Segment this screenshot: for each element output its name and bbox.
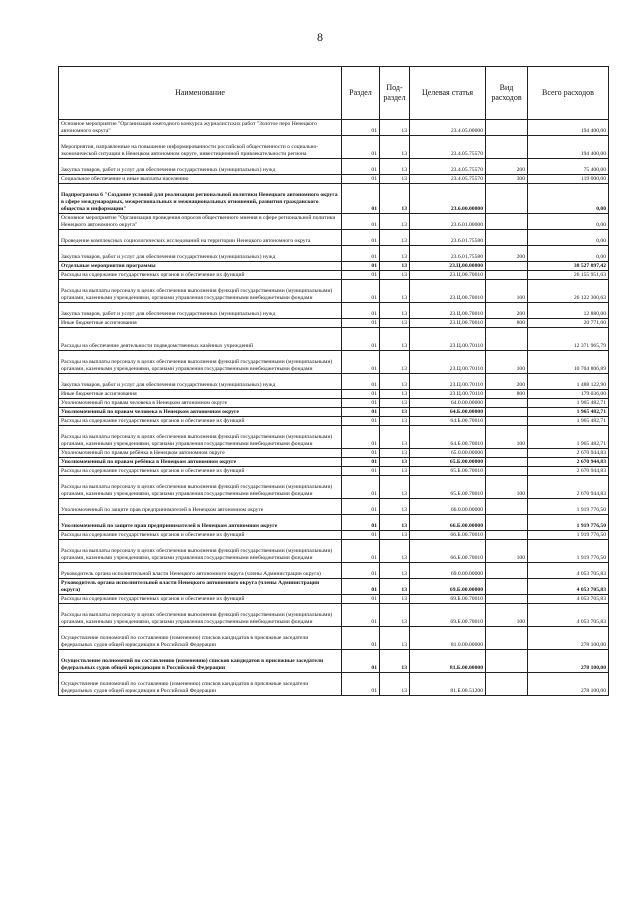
cell-section: 01 [342,390,380,399]
cell-name: Закупка товаров, работ и услуг для обеспечения государственных (муниципальных) нужд [59,159,342,175]
cell-subsection: 13 [380,271,410,280]
cell-kind [486,136,528,159]
cell-subsection: 13 [380,499,410,515]
header-name: Наименование [59,67,342,120]
cell-name: Осуществление полномочий по составлению (изменению) списков кандидатов в присяжные заседатели федеральных судов общей юрисдикции в Российской Федерации [59,673,342,696]
cell-target: 23.Ц.00.70110 [410,390,486,399]
cell-target: 64.Б.00.70010 [410,426,486,449]
cell-subsection: 13 [380,417,410,426]
cell-section: 01 [342,499,380,515]
cell-target: 23.6.01.75580 [410,246,486,262]
cell-name: Расходы на содержание государственных органов и обеспечение их функций [59,271,342,280]
table-row [59,351,609,374]
cell-target: 23.6.01.00000 [410,214,486,230]
table-row [59,136,609,159]
cell-subsection: 13 [380,673,410,696]
cell-name: Уполномоченный по защите прав предпринимателей в Ненецком автономном округе [59,515,342,531]
table-row [59,159,609,175]
cell-name: Осуществление полномочий по составлению (изменению) списков кандидатов в присяжные заседатели федеральных судов общей юрисдикции в Российской Федерации [59,627,342,650]
cell-kind [486,408,528,417]
cell-section: 01 [342,374,380,390]
table-row [59,458,609,467]
cell-kind: 100 [486,351,528,374]
cell-name: Закупка товаров, работ и услуг для обеспечения государственных (муниципальных) нужд [59,303,342,319]
cell-name: Расходы на обеспечение деятельности подведомственных казённых учреждений [59,328,342,351]
table-row [59,499,609,515]
cell-subsection: 13 [380,458,410,467]
cell-subsection: 13 [380,246,410,262]
cell-section: 01 [342,540,380,563]
cell-total: 1 919 776,50 [528,515,609,531]
cell-target: 23.4.05.75570 [410,159,486,175]
table-row [59,476,609,499]
cell-section: 01 [342,563,380,579]
cell-kind [486,499,528,515]
cell-kind: 200 [486,159,528,175]
cell-subsection: 13 [380,262,410,271]
cell-subsection: 13 [380,515,410,531]
cell-section: 01 [342,476,380,499]
cell-kind: 200 [486,246,528,262]
cell-kind [486,650,528,673]
cell-subsection: 13 [380,159,410,175]
cell-subsection: 13 [380,136,410,159]
cell-section: 01 [342,271,380,280]
cell-total: 12 880,00 [528,303,609,319]
cell-section: 01 [342,328,380,351]
cell-kind: 100 [486,426,528,449]
cell-kind [486,579,528,595]
table-header-row [59,67,609,120]
cell-name: Расходы на выплаты персоналу в целях обеспечения выполнения функций государственными (муниципальными) органами, казенными учреждениями, органами управления государственными внебюджетными фондами [59,476,342,499]
cell-kind [486,417,528,426]
cell-name: Основное мероприятие "Организация проведения опросов общественного мнения в сфере региональной политики Ненецкого автономного округа" [59,214,342,230]
table-row [59,214,609,230]
cell-total: 0,00 [528,184,609,214]
cell-subsection: 13 [380,374,410,390]
table-row [59,531,609,540]
cell-section: 01 [342,458,380,467]
cell-subsection: 13 [380,120,410,136]
table-row [59,604,609,627]
cell-subsection: 13 [380,280,410,303]
cell-name: Уполномоченный по правам ребёнка в Ненецком автономном округе [59,449,342,458]
table-row [59,467,609,476]
cell-subsection: 13 [380,230,410,246]
cell-section: 01 [342,673,380,696]
table-row [59,408,609,417]
table-row [59,399,609,408]
cell-name: Уполномоченный по правам человека в Ненецком автономном округе [59,408,342,417]
cell-kind [486,531,528,540]
cell-subsection: 13 [380,563,410,579]
table-row [59,449,609,458]
cell-kind: 100 [486,604,528,627]
cell-total: 194 400,00 [528,120,609,136]
cell-target: 69.Б.00.70010 [410,604,486,627]
cell-name: Расходы на выплаты персоналу в целях обеспечения выполнения функций государственными (муниципальными) органами, казенными учреждениями, органами управления государственными внебюджетными фондами [59,604,342,627]
cell-target: 64.0.00.00000 [410,399,486,408]
cell-name: Мероприятия, направленные на повышение информированности российской общественности о социально-экономической ситуации в Ненецком автономном округе, инвестиционной привлекательности региона [59,136,342,159]
cell-name: Расходы на содержание государственных органов и обеспечение их функций [59,417,342,426]
cell-total: 2 670 944,83 [528,449,609,458]
cell-subsection: 13 [380,579,410,595]
budget-table [58,66,609,696]
cell-section: 01 [342,604,380,627]
cell-target: 23.4.05.75570 [410,175,486,184]
cell-target: 64.Б.00.70010 [410,417,486,426]
cell-name: Осуществление полномочий по составлению (изменению) списков кандидатов в присяжные заседатели федеральных судов общей юрисдикции в Российской Федерации [59,650,342,673]
cell-total: 0,00 [528,230,609,246]
cell-total: 179 036,00 [528,390,609,399]
cell-total: 119 000,00 [528,175,609,184]
cell-kind [486,627,528,650]
cell-section: 01 [342,351,380,374]
header-target: Целевая статья [410,67,486,120]
cell-name: Подпрограмма 6 "Создание условий для реализации региональной политики Ненецкого автономного округа в сфере международных, межрегиональных и межнациональных отношений, развития гражданского общества и информации" [59,184,342,214]
cell-target: 65.Б.00.00000 [410,458,486,467]
cell-name: Закупка товаров, работ и услуг для обеспечения государственных (муниципальных) нужд [59,374,342,390]
cell-target: 23.6.01.75580 [410,230,486,246]
table-row [59,374,609,390]
cell-kind: 200 [486,374,528,390]
cell-subsection: 13 [380,390,410,399]
cell-section: 01 [342,515,380,531]
cell-section: 01 [342,449,380,458]
cell-subsection: 13 [380,467,410,476]
cell-subsection: 13 [380,303,410,319]
cell-subsection: 13 [380,328,410,351]
cell-name: Расходы на содержание государственных органов и обеспечение их функций [59,595,342,604]
cell-section: 01 [342,595,380,604]
cell-target: 23.Ц.00.70010 [410,303,486,319]
cell-subsection: 13 [380,540,410,563]
table-row [59,175,609,184]
cell-kind: 100 [486,540,528,563]
table-row [59,390,609,399]
cell-target: 23.Ц.00.70010 [410,280,486,303]
cell-kind [486,515,528,531]
cell-name: Уполномоченный по защите прав предпринимателей в Ненецком автономном округе [59,499,342,515]
cell-name: Руководитель органа исполнительной власти Ненецкого автономного округа (члены Администрации округа) [59,563,342,579]
cell-name: Руководитель органа исполнительной власти Ненецкого автономного округа (члены Администрации округа) [59,579,342,595]
cell-total: 4 053 705,83 [528,595,609,604]
cell-kind [486,449,528,458]
cell-subsection: 13 [380,426,410,449]
cell-total: 1 965 482,71 [528,417,609,426]
cell-kind: 800 [486,319,528,328]
cell-target: 81.0.00.00000 [410,627,486,650]
cell-kind [486,458,528,467]
cell-section: 01 [342,120,380,136]
table-row [59,515,609,531]
cell-target: 65.Б.00.70010 [410,467,486,476]
cell-subsection: 13 [380,595,410,604]
header-section: Раздел [342,67,380,120]
header-total: Всего расходов [528,67,609,120]
cell-name: Расходы на содержание государственных органов и обеспечение их функций [59,467,342,476]
cell-total: 26 122 300,63 [528,280,609,303]
cell-total: 1 488 122,90 [528,374,609,390]
table-row [59,230,609,246]
cell-kind [486,563,528,579]
cell-name: Расходы на выплаты персоналу в целях обеспечения выполнения функций государственными (муниципальными) органами, казенными учреждениями, органами управления государственными внебюджетными фондами [59,426,342,449]
cell-kind: 800 [486,390,528,399]
header-subsection: Под-раздел [380,67,410,120]
cell-kind: 100 [486,476,528,499]
cell-target: 65.0.00.00000 [410,449,486,458]
cell-kind [486,673,528,696]
cell-section: 01 [342,627,380,650]
cell-total: 4 053 705,83 [528,579,609,595]
cell-kind [486,120,528,136]
table-row [59,627,609,650]
cell-target: 23.4.05.75570 [410,136,486,159]
cell-target: 23.Ц.00.00000 [410,262,486,271]
cell-subsection: 13 [380,476,410,499]
cell-name: Расходы на выплаты персоналу в целях обеспечения выполнения функций государственными (муниципальными) органами, казенными учреждениями, органами управления государственными внебюджетными фондами [59,280,342,303]
cell-target: 64.Б.00.00000 [410,408,486,417]
cell-total: 194 400,00 [528,136,609,159]
cell-name: Уполномоченный по правам человека в Ненецком автономном округе [59,399,342,408]
table-row [59,563,609,579]
cell-section: 01 [342,399,380,408]
table-body [59,120,609,696]
cell-section: 01 [342,319,380,328]
cell-section: 01 [342,650,380,673]
cell-kind [486,328,528,351]
cell-target: 65.Б.00.70010 [410,476,486,499]
cell-section: 01 [342,426,380,449]
table-row [59,319,609,328]
cell-section: 01 [342,230,380,246]
cell-name: Расходы на выплаты персоналу в целях обеспечения выполнения функций государственными (муниципальными) органами, казенными учреждениями, органами управления государственными внебюджетными фондами [59,540,342,563]
cell-target: 66.0.00.00000 [410,499,486,515]
cell-target: 23.Ц.00.70110 [410,328,486,351]
cell-name: Уполномоченный по правам ребёнка в Ненецком автономном округе [59,458,342,467]
cell-target: 69.0.00.00000 [410,563,486,579]
cell-total: 278 100,00 [528,650,609,673]
cell-target: 81.Б.00.00000 [410,650,486,673]
cell-target: 66.Б.00.00000 [410,515,486,531]
cell-subsection: 13 [380,399,410,408]
table-row [59,328,609,351]
table-row [59,650,609,673]
cell-name: Основное мероприятие "Организация ежегодного конкурса журналистских работ "Золотое перо Ненецкого автономного округа" [59,120,342,136]
cell-kind [486,214,528,230]
cell-total: 26 155 951,63 [528,271,609,280]
cell-target: 81.Б.00.51200 [410,673,486,696]
cell-kind: 300 [486,175,528,184]
cell-kind [486,184,528,214]
cell-total: 0,00 [528,214,609,230]
cell-target: 69.Б.00.70010 [410,595,486,604]
table-row [59,184,609,214]
cell-name: Иные бюджетные ассигнования [59,390,342,399]
cell-section: 01 [342,175,380,184]
table-row [59,673,609,696]
table-row [59,271,609,280]
cell-total: 38 527 897,42 [528,262,609,271]
cell-name: Расходы на содержание государственных органов и обеспечение их функций [59,531,342,540]
cell-section: 01 [342,531,380,540]
cell-name: Расходы на выплаты персоналу в целях обеспечения выполнения функций государственными (муниципальными) органами, казенными учреждениями, органами управления государственными внебюджетными фондами [59,351,342,374]
cell-name: Закупка товаров, работ и услуг для обеспечения государственных (муниципальных) нужд [59,246,342,262]
cell-target: 23.6.00.00000 [410,184,486,214]
cell-total: 20 771,00 [528,319,609,328]
cell-subsection: 13 [380,531,410,540]
cell-total: 75 400,00 [528,159,609,175]
cell-total: 2 670 944,83 [528,458,609,467]
cell-name: Отдельные мероприятия программы [59,262,342,271]
cell-total: 12 371 965,79 [528,328,609,351]
cell-section: 01 [342,467,380,476]
cell-total: 10 704 806,89 [528,351,609,374]
cell-section: 01 [342,246,380,262]
cell-total: 278 100,00 [528,673,609,696]
cell-target: 23.Ц.00.70010 [410,271,486,280]
cell-name: Проведение комплексных социологических исследований на территории Ненецкого автономного округа [59,230,342,246]
cell-subsection: 13 [380,214,410,230]
cell-total: 2 670 944,83 [528,476,609,499]
cell-section: 01 [342,280,380,303]
cell-kind [486,595,528,604]
table-row [59,417,609,426]
cell-subsection: 13 [380,319,410,328]
cell-subsection: 13 [380,351,410,374]
cell-subsection: 13 [380,449,410,458]
cell-subsection: 13 [380,650,410,673]
cell-kind [486,271,528,280]
cell-total: 1 919 776,50 [528,540,609,563]
table-row [59,540,609,563]
page-number: 8 [317,30,323,44]
cell-total: 4 053 705,83 [528,563,609,579]
table-row [59,120,609,136]
table-row [59,246,609,262]
cell-kind [486,262,528,271]
cell-target: 66.Б.00.70010 [410,531,486,540]
cell-total: 4 053 705,83 [528,604,609,627]
cell-total: 0,00 [528,246,609,262]
cell-section: 01 [342,159,380,175]
cell-section: 01 [342,303,380,319]
table-row [59,426,609,449]
cell-total: 1 965 482,71 [528,426,609,449]
table-row [59,303,609,319]
cell-section: 01 [342,579,380,595]
table-row [59,579,609,595]
cell-total: 1 919 776,50 [528,499,609,515]
cell-kind: 200 [486,303,528,319]
cell-total: 2 670 944,83 [528,467,609,476]
cell-subsection: 13 [380,184,410,214]
cell-target: 23.Ц.00.70010 [410,319,486,328]
cell-section: 01 [342,184,380,214]
cell-target: 69.Б.00.00000 [410,579,486,595]
cell-kind [486,467,528,476]
table-row [59,280,609,303]
table-row [59,262,609,271]
cell-total: 1 965 482,71 [528,399,609,408]
cell-subsection: 13 [380,604,410,627]
cell-section: 01 [342,214,380,230]
cell-total: 1 919 776,50 [528,531,609,540]
cell-kind [486,230,528,246]
cell-target: 23.Ц.00.70110 [410,351,486,374]
table-row [59,595,609,604]
cell-kind [486,399,528,408]
cell-total: 1 965 482,71 [528,408,609,417]
cell-name: Иные бюджетные ассигнования [59,319,342,328]
cell-name: Социальное обеспечение и иные выплаты населению [59,175,342,184]
cell-kind: 100 [486,280,528,303]
cell-subsection: 13 [380,408,410,417]
header-kind: Вид расходов [486,67,528,120]
cell-subsection: 13 [380,175,410,184]
cell-target: 66.Б.00.70010 [410,540,486,563]
cell-section: 01 [342,262,380,271]
cell-target: 23.4.05.00000 [410,120,486,136]
cell-total: 278 100,00 [528,627,609,650]
cell-subsection: 13 [380,627,410,650]
cell-target: 23.Ц.00.70110 [410,374,486,390]
cell-section: 01 [342,417,380,426]
cell-section: 01 [342,408,380,417]
cell-section: 01 [342,136,380,159]
